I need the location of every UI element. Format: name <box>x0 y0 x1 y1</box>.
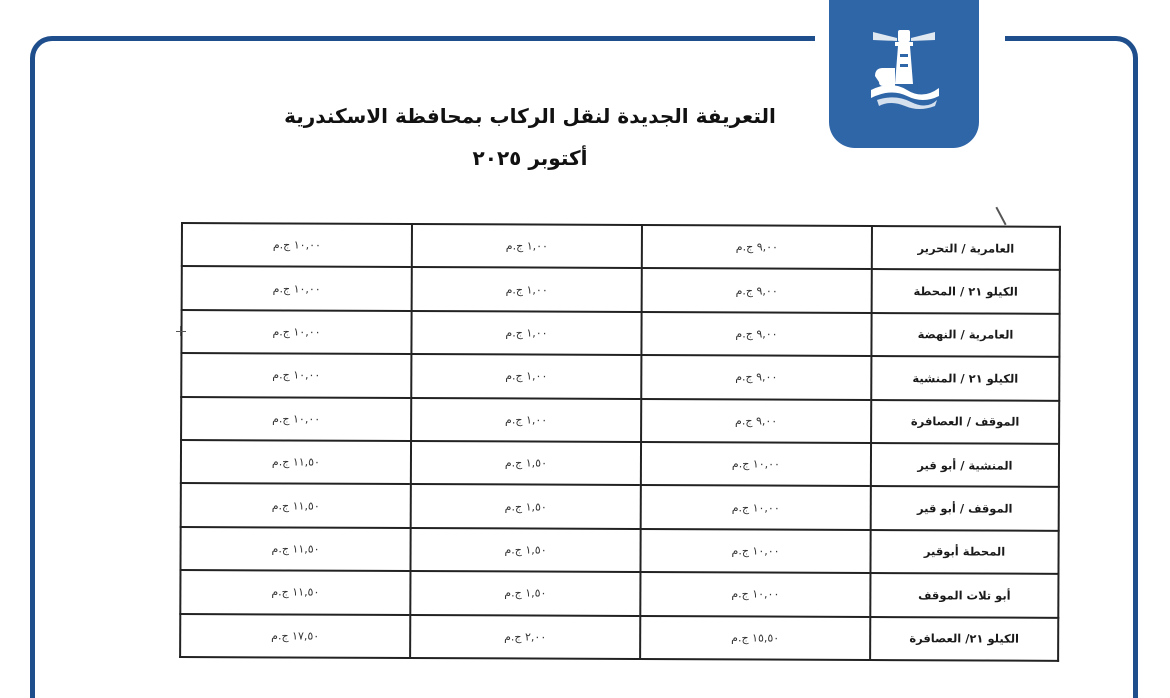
price-cell: ١٠,٠٠ ج.م <box>181 310 411 354</box>
fare-table-wrap <box>179 222 1020 662</box>
route-cell: الكيلو ٢١/ العصافرة <box>870 617 1058 661</box>
page-subtitle: أكتوبر ٢٠٢٥ <box>472 146 588 170</box>
lighthouse-logo-icon <box>867 24 941 114</box>
price-cell: ٩,٠٠ ج.م <box>641 399 871 443</box>
price-cell: ١٠,٠٠ ج.م <box>181 353 411 397</box>
scan-mark <box>180 326 181 336</box>
table-row <box>180 527 1058 574</box>
price-cell: ١,٠٠ ج.م <box>412 267 642 311</box>
price-cell: ١,٠٠ ج.م <box>411 354 641 398</box>
price-cell: ٩,٠٠ ج.م <box>641 312 871 356</box>
scan-mark <box>176 331 186 332</box>
page-title: التعريفة الجديدة لنقل الركاب بمحافظة الاسكندرية <box>284 104 776 128</box>
route-cell: العامرية / التحرير <box>872 226 1060 270</box>
price-cell: ١,٠٠ ج.م <box>411 311 641 355</box>
price-cell: ١٠,٠٠ ج.م <box>640 572 870 616</box>
price-cell: ١١,٥٠ ج.م <box>181 483 411 527</box>
price-cell: ١,٥٠ ج.م <box>411 484 641 528</box>
route-cell: أبو تلات الموقف <box>870 573 1058 617</box>
price-cell: ١٥,٥٠ ج.م <box>640 616 870 660</box>
price-cell: ٩,٠٠ ج.م <box>642 268 872 312</box>
price-cell: ٢,٠٠ ج.م <box>410 615 640 659</box>
table-row <box>181 397 1059 444</box>
price-cell: ١,٥٠ ج.م <box>410 571 640 615</box>
table-row <box>180 570 1058 617</box>
table-row <box>181 483 1059 530</box>
route-cell: العامرية / النهضة <box>871 313 1059 357</box>
table-row <box>182 266 1060 313</box>
price-cell: ١٠,٠٠ ج.م <box>181 397 411 441</box>
price-cell: ١,٥٠ ج.م <box>411 441 641 485</box>
price-cell: ١٠,٠٠ ج.م <box>641 442 871 486</box>
route-cell: المنشية / أبو قير <box>871 443 1059 487</box>
price-cell: ١١,٥٠ ج.م <box>181 440 411 484</box>
table-row <box>182 223 1060 270</box>
price-cell: ١٠,٠٠ ج.م <box>182 223 412 267</box>
route-cell: الكيلو ٢١ / المحطة <box>872 269 1060 313</box>
price-cell: ١٧,٥٠ ج.م <box>180 614 410 658</box>
table-row <box>180 614 1058 661</box>
table-row <box>181 440 1059 487</box>
price-cell: ٩,٠٠ ج.م <box>641 355 871 399</box>
table-row <box>181 310 1059 357</box>
price-cell: ١١,٥٠ ج.م <box>180 527 410 571</box>
route-cell: الموقف / العصافرة <box>871 400 1059 444</box>
price-cell: ١,٠٠ ج.م <box>412 224 642 268</box>
route-cell: الموقف / أبو قير <box>871 486 1059 530</box>
table-row <box>181 353 1059 400</box>
logo-tile <box>829 0 979 148</box>
price-cell: ١١,٥٠ ج.م <box>180 570 410 614</box>
route-cell: الكيلو ٢١ / المنشية <box>871 356 1059 400</box>
price-cell: ١,٠٠ ج.م <box>411 398 641 442</box>
price-cell: ١٠,٠٠ ج.م <box>640 529 870 573</box>
price-cell: ١٠,٠٠ ج.م <box>641 485 871 529</box>
fare-table <box>179 222 1061 662</box>
price-cell: ٩,٠٠ ج.م <box>642 225 872 269</box>
route-cell: المحطة أبوقير <box>870 530 1058 574</box>
price-cell: ١,٥٠ ج.م <box>410 528 640 572</box>
price-cell: ١٠,٠٠ ج.م <box>182 266 412 310</box>
